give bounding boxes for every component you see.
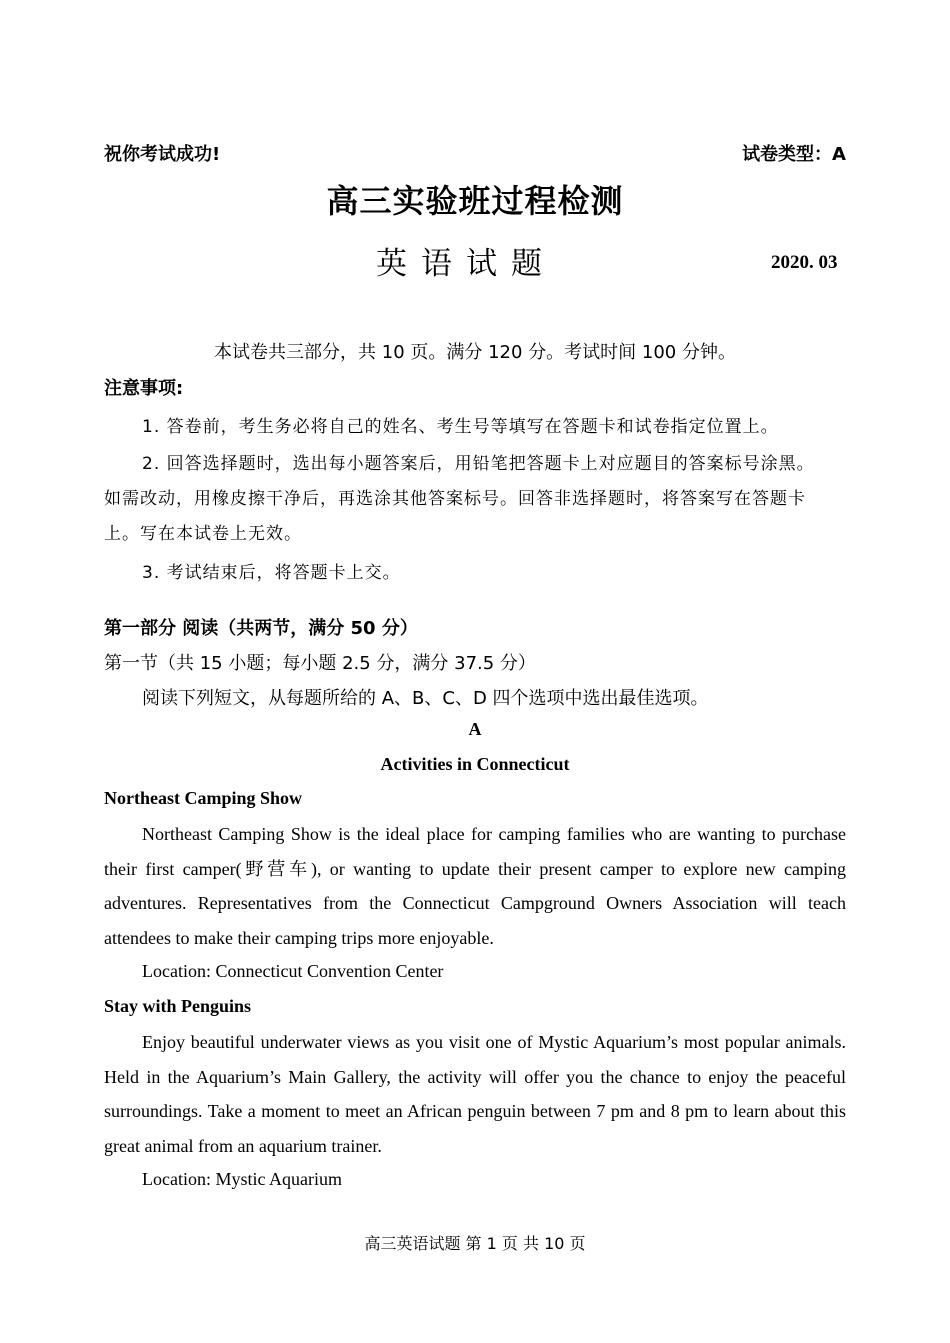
penguins-heading: Stay with Penguins bbox=[104, 996, 252, 1016]
notice-item-2-continued: 如需改动，用橡皮擦干净后，再选涂其他答案标号。回答非选择题时，将答案写在答题卡 bbox=[104, 489, 806, 509]
notice-item-2: 2. 回答选择题时，选出每小题答案后，用铅笔把答题卡上对应题目的答案标号涂黑。 bbox=[142, 454, 815, 474]
paper-type-label: 试卷类型：A bbox=[742, 144, 846, 165]
page-footer: 高三英语试题 第 1 页 共 10 页 bbox=[364, 1234, 586, 1253]
subject-title: 英语试题 bbox=[376, 246, 556, 282]
passage-letter: A bbox=[468, 719, 482, 739]
exam-info-line: 本试卷共三部分，共 10 页。满分 120 分。考试时间 100 分钟。 bbox=[214, 342, 736, 363]
greeting-text: 祝你考试成功! bbox=[104, 144, 221, 165]
reading-instruction: 阅读下列短文，从每题所给的 A、B、C、D 四个选项中选出最佳选项。 bbox=[142, 688, 709, 709]
section-one-title: 第一节（共 15 小题；每小题 2.5 分，满分 37.5 分） bbox=[104, 653, 536, 674]
penguins-location: Location: Mystic Aquarium bbox=[142, 1169, 342, 1189]
notice-item-3: 3. 考试结束后，将答题卡上交。 bbox=[142, 563, 401, 583]
notice-item-2-end: 上。写在本试卷上无效。 bbox=[104, 524, 302, 544]
notice-item-1: 1. 答卷前，考生务必将自己的姓名、考生号等填写在答题卡和试卷指定位置上。 bbox=[142, 417, 779, 437]
camping-show-heading: Northeast Camping Show bbox=[104, 788, 303, 808]
exam-date: 2020. 03 bbox=[771, 252, 838, 273]
camping-show-location: Location: Connecticut Convention Center bbox=[142, 961, 444, 981]
penguins-paragraph: Enjoy beautiful underwater views as you visit one of Mystic Aquarium’s most popular animals. Held in the Aquarium’s Main Gallery, the activity will offer you the chance to enjoy the peaceful surroundings. Take a moment to meet an African penguin between 7 pm and 8 pm to learn about this great animal from an aquarium trainer. bbox=[104, 1032, 846, 1157]
part-one-title: 第一部分 阅读（共两节，满分 50 分） bbox=[104, 618, 418, 639]
camping-show-paragraph: Northeast Camping Show is the ideal place for camping families who are wanting to purchase their first camper(野营车), or wanting to update their present camper to explore new camping adventures. Representatives from the Connecticut Campground Owners Association will teach attendees to make their camping trips more enjoyable. bbox=[104, 824, 846, 949]
notice-title: 注意事项: bbox=[104, 378, 184, 399]
exam-main-title: 高三实验班过程检测 bbox=[326, 183, 624, 219]
passage-title: Activities in Connecticut bbox=[380, 754, 570, 774]
